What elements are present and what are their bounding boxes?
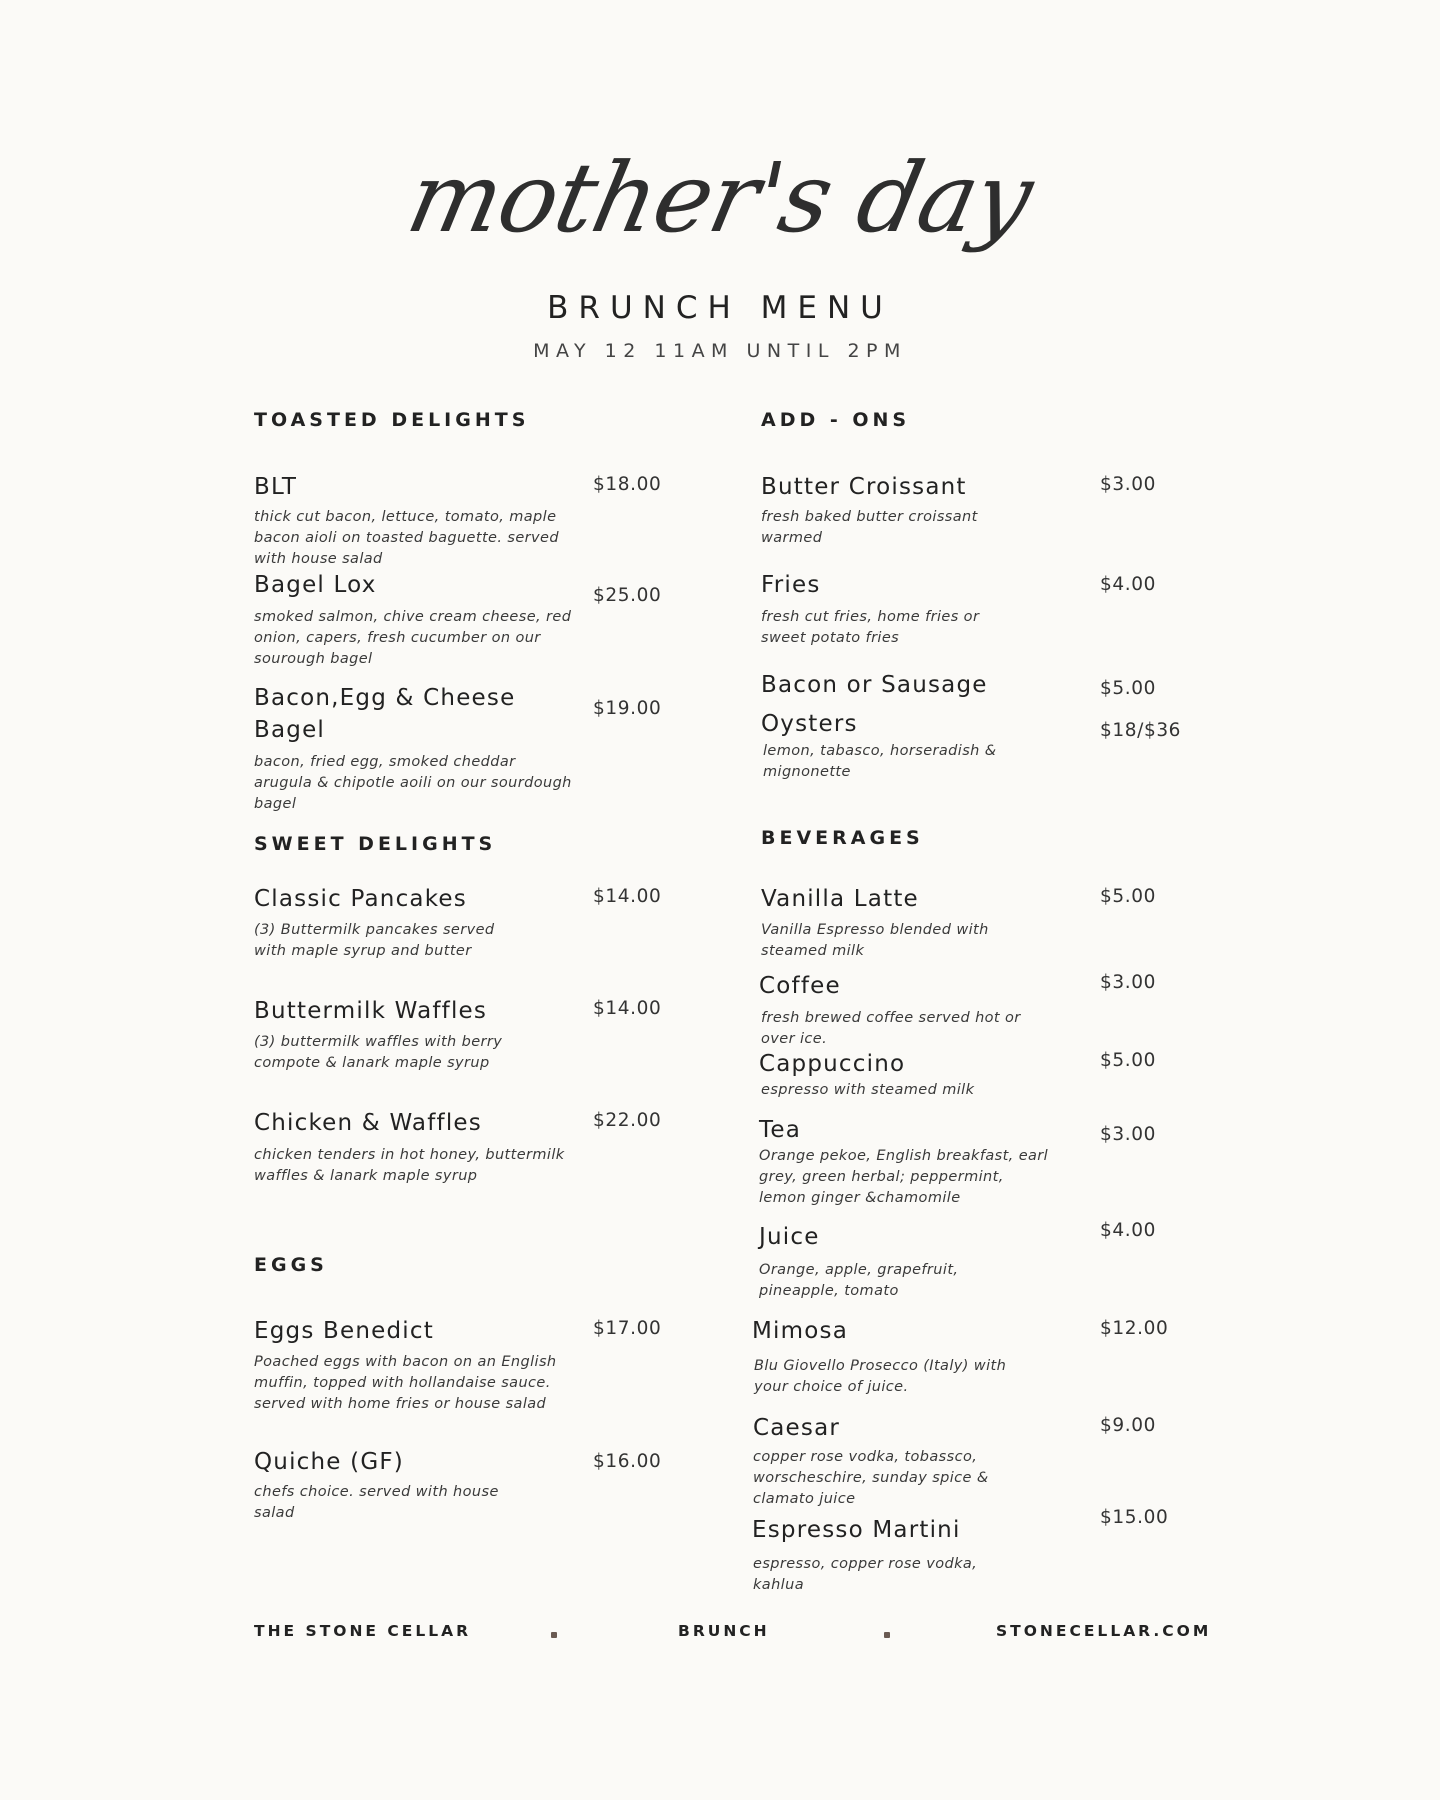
price-pancakes: $14.00 <box>593 886 662 907</box>
price-bagel-lox: $25.00 <box>593 585 662 606</box>
desc-benedict: Poached eggs with bacon on an English muffin, topped with hollandaise sauce. served with home fries or house salad <box>254 1354 557 1412</box>
item-name-blt: BLT <box>254 474 298 500</box>
desc-juice: Orange, apple, grapefruit, pineapple, tomato <box>759 1262 959 1299</box>
item-name-bagel-lox: Bagel Lox <box>254 572 377 598</box>
price-fries: $4.00 <box>1100 574 1156 595</box>
desc-blt: thick cut bacon, lettuce, tomato, maple bacon aioli on toasted baguette. served with house salad <box>254 509 559 567</box>
section-eggs: EGGS <box>254 1254 328 1276</box>
item-name-cappuccino: Cappuccino <box>759 1051 906 1077</box>
price-oysters: $18/$36 <box>1100 720 1182 741</box>
price-chicken-waffles: $22.00 <box>593 1110 662 1131</box>
footer-separator-dot <box>551 1632 557 1638</box>
section-sweet-delights: SWEET DELIGHTS <box>254 833 497 855</box>
script-title: mother's day <box>398 142 1042 254</box>
item-name-coffee: Coffee <box>759 973 841 999</box>
price-waffles: $14.00 <box>593 998 662 1019</box>
item-name-quiche: Quiche (GF) <box>254 1449 404 1475</box>
desc-bec-bagel: bacon, fried egg, smoked cheddar arugula & chipotle aoili on our sourdough bagel <box>254 754 572 812</box>
item-name-oysters: Oysters <box>761 711 858 737</box>
desc-mimosa: Blu Giovello Prosecco (Italy) with your choice of juice. <box>754 1358 1007 1395</box>
price-croissant: $3.00 <box>1100 474 1156 495</box>
desc-fries: fresh cut fries, home fries or sweet potato fries <box>761 609 980 646</box>
price-vanilla-latte: $5.00 <box>1100 886 1156 907</box>
price-juice: $4.00 <box>1100 1220 1156 1241</box>
price-blt: $18.00 <box>593 474 662 495</box>
price-coffee: $3.00 <box>1100 972 1156 993</box>
item-name-chicken-waffles: Chicken & Waffles <box>254 1110 482 1136</box>
item-name-vanilla-latte: Vanilla Latte <box>761 886 919 912</box>
item-name-mimosa: Mimosa <box>752 1318 848 1344</box>
price-caesar: $9.00 <box>1100 1415 1156 1436</box>
price-espresso-martini: $15.00 <box>1100 1507 1169 1528</box>
item-name-fries: Fries <box>761 572 821 598</box>
desc-tea: Orange pekoe, English breakfast, earl grey, green herbal; peppermint, lemon ginger &chamomile <box>759 1148 1049 1206</box>
section-beverages: BEVERAGES <box>761 827 924 849</box>
item-name-bacon-sausage: Bacon or Sausage <box>761 672 988 698</box>
item-name-croissant: Butter Croissant <box>761 474 967 500</box>
item-name-pancakes: Classic Pancakes <box>254 886 467 912</box>
price-tea: $3.00 <box>1100 1124 1156 1145</box>
footer-restaurant-name: THE STONE CELLAR <box>254 1622 472 1640</box>
item-name-tea: Tea <box>759 1117 801 1143</box>
menu-subtitle: BRUNCH MENU <box>547 290 893 326</box>
price-benedict: $17.00 <box>593 1318 662 1339</box>
item-name-bec-bagel: Bacon,Egg & Cheese Bagel <box>254 685 516 743</box>
desc-pancakes: (3) Buttermilk pancakes served with maple syrup and butter <box>254 922 495 959</box>
desc-chicken-waffles: chicken tenders in hot honey, buttermilk waffles & lanark maple syrup <box>254 1147 565 1184</box>
desc-espresso-martini: espresso, copper rose vodka, kahlua <box>753 1556 978 1593</box>
item-name-caesar: Caesar <box>753 1415 841 1441</box>
price-cappuccino: $5.00 <box>1100 1050 1156 1071</box>
desc-quiche: chefs choice. served with house salad <box>254 1484 499 1521</box>
desc-croissant: fresh baked butter croissant warmed <box>761 509 978 546</box>
desc-vanilla-latte: Vanilla Espresso blended with steamed milk <box>761 922 989 959</box>
desc-bagel-lox: smoked salmon, chive cream cheese, red onion, capers, fresh cucumber on our sourough bagel <box>254 609 572 667</box>
desc-waffles: (3) buttermilk waffles with berry compote & lanark maple syrup <box>254 1034 503 1071</box>
item-name-juice: Juice <box>759 1224 820 1250</box>
section-add-ons: ADD - ONS <box>761 409 911 431</box>
price-bacon-sausage: $5.00 <box>1100 678 1156 699</box>
item-name-benedict: Eggs Benedict <box>254 1318 434 1344</box>
section-toasted-delights: TOASTED DELIGHTS <box>254 409 530 431</box>
item-name-waffles: Buttermilk Waffles <box>254 998 488 1024</box>
desc-cappuccino: espresso with steamed milk <box>761 1082 975 1098</box>
footer-separator-dot <box>884 1632 890 1638</box>
menu-dateline: MAY 12 11AM UNTIL 2PM <box>533 340 907 362</box>
desc-oysters: lemon, tabasco, horseradish & mignonette <box>763 743 997 780</box>
footer-website: STONECELLAR.COM <box>996 1622 1212 1640</box>
price-quiche: $16.00 <box>593 1451 662 1472</box>
price-mimosa: $12.00 <box>1100 1318 1169 1339</box>
item-name-espresso-martini: Espresso Martini <box>752 1517 961 1543</box>
footer-brunch-label: BRUNCH <box>678 1622 770 1640</box>
price-bec-bagel: $19.00 <box>593 698 662 719</box>
desc-coffee: fresh brewed coffee served hot or over ice. <box>761 1010 1021 1047</box>
desc-caesar: copper rose vodka, tobassco, worscheschire, sunday spice & clamato juice <box>753 1449 989 1507</box>
